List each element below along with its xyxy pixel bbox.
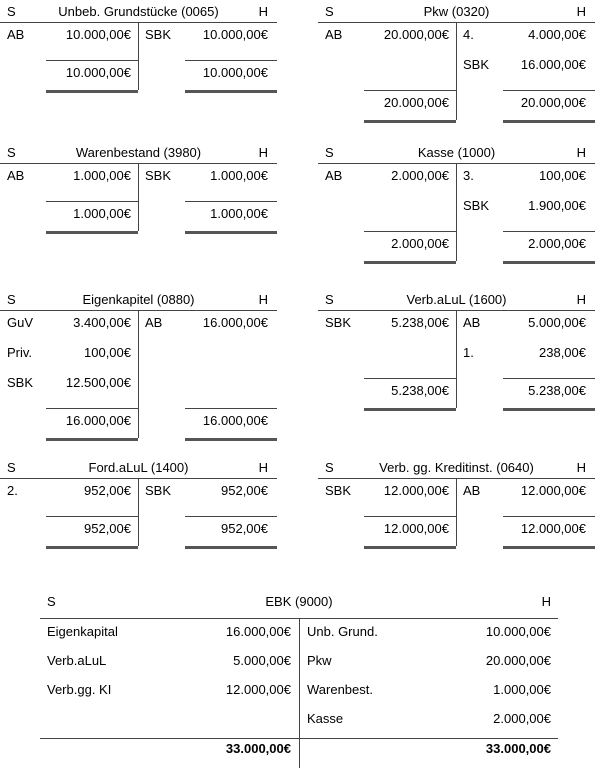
credit-sum-rule <box>503 516 595 517</box>
ebk-debit-amount: 12.000,00€ <box>225 682 291 697</box>
debit-total: 20.000,00€ <box>383 95 449 110</box>
credit-entry-amount: 5.000,00€ <box>528 315 586 330</box>
credit-final-rule <box>503 546 595 549</box>
credit-entry <box>0 479 277 499</box>
debit-total: 10.000,00€ <box>65 65 131 80</box>
credit-final-rule <box>503 408 595 411</box>
debit-sum-rule <box>364 378 456 379</box>
ebk-debit-label: Eigenkapital <box>47 624 118 639</box>
credit-entry-label: AB <box>463 315 481 330</box>
ebk-credit-amount: 2.000,00€ <box>493 711 551 726</box>
ebk-credit-amount: 1.000,00€ <box>493 682 551 697</box>
account-title: Verb.aLuL (1600) <box>406 292 507 307</box>
debit-entry-amount: 12.000,00€ <box>383 483 449 498</box>
credit-entry-label: AB <box>463 483 481 498</box>
credit-total: 1.000,00€ <box>210 206 268 221</box>
haben-label: H <box>576 4 586 19</box>
account-header <box>0 288 277 310</box>
credit-final-rule <box>185 546 277 549</box>
credit-final-rule <box>503 261 595 264</box>
ebk-credit-total: 33.000,00€ <box>485 741 551 756</box>
debit-final-rule <box>364 120 456 123</box>
ebk-credit-label: Warenbest. <box>307 682 373 697</box>
debit-entry-label: SBK <box>325 315 352 330</box>
credit-entry-amount: 16.000,00€ <box>202 315 268 330</box>
debit-total: 952,00€ <box>84 521 131 536</box>
account-header <box>0 141 277 163</box>
debit-sum-rule <box>364 231 456 232</box>
credit-entry-label: 4. <box>463 27 474 42</box>
account-header <box>318 141 595 163</box>
credit-entry <box>318 164 595 184</box>
debit-entry-amount: 3.400,00€ <box>73 315 131 330</box>
credit-sum-rule <box>185 201 277 202</box>
debit-entry-amount: 1.000,00€ <box>73 168 131 183</box>
credit-entry-label: AB <box>145 315 163 330</box>
credit-total: 20.000,00€ <box>520 95 586 110</box>
debit-final-rule <box>46 546 138 549</box>
debit-entry-label: AB <box>7 168 25 183</box>
ebk-debit-label: Verb.gg. KI <box>47 682 112 697</box>
haben-label: H <box>258 4 268 19</box>
credit-entry-label: SBK <box>463 57 490 72</box>
debit-entry-amount: 952,00€ <box>84 483 131 498</box>
ebk-credit-entry <box>40 620 558 640</box>
account-title: Kasse (1000) <box>417 145 496 160</box>
debit-final-rule <box>364 408 456 411</box>
debit-total: 16.000,00€ <box>65 413 131 428</box>
debit-final-rule <box>46 90 138 93</box>
credit-final-rule <box>503 120 595 123</box>
account-header <box>318 456 595 478</box>
ebk-debit-amount: 16.000,00€ <box>225 624 291 639</box>
soll-label: S <box>7 145 16 160</box>
debit-entry-label: AB <box>7 27 25 42</box>
soll-label: S <box>325 145 334 160</box>
debit-entry-label: Priv. <box>7 345 33 360</box>
debit-entry-amount: 5.238,00€ <box>391 315 449 330</box>
debit-entry-amount: 12.500,00€ <box>65 375 131 390</box>
soll-label: S <box>325 292 334 307</box>
haben-label: H <box>576 460 586 475</box>
account-title: Warenbestand (3980) <box>75 145 202 160</box>
credit-entry-amount: 16.000,00€ <box>520 57 586 72</box>
debit-entry <box>0 341 277 361</box>
credit-entry-amount: 4.000,00€ <box>528 27 586 42</box>
debit-sum-rule <box>364 516 456 517</box>
debit-final-rule <box>46 231 138 234</box>
debit-sum-rule <box>46 201 138 202</box>
debit-entry-label: AB <box>325 168 343 183</box>
credit-total: 5.238,00€ <box>528 383 586 398</box>
haben-label: H <box>258 145 268 160</box>
ebk-credit-label: Unb. Grund. <box>307 624 378 639</box>
ebk-debit-total: 33.000,00€ <box>225 741 291 756</box>
credit-entry-label: SBK <box>463 198 490 213</box>
haben-label: H <box>541 594 551 609</box>
ebk-credit-entry <box>40 707 558 727</box>
credit-entry-amount: 238,00€ <box>539 345 586 360</box>
credit-final-rule <box>185 231 277 234</box>
account-title: Eigenkapitel (0880) <box>82 292 195 307</box>
debit-total: 1.000,00€ <box>73 206 131 221</box>
credit-entry <box>318 311 595 331</box>
credit-entry-amount: 1.000,00€ <box>210 168 268 183</box>
soll-label: S <box>7 460 16 475</box>
credit-entry <box>318 23 595 43</box>
credit-entry-label: 3. <box>463 168 474 183</box>
soll-label: S <box>325 4 334 19</box>
credit-total: 10.000,00€ <box>202 65 268 80</box>
account-header <box>318 0 595 22</box>
credit-entry <box>318 53 595 73</box>
debit-entry-label: SBK <box>325 483 352 498</box>
debit-sum-rule <box>46 408 138 409</box>
haben-label: H <box>258 460 268 475</box>
account-header <box>0 0 277 22</box>
debit-sum-rule <box>46 516 138 517</box>
credit-entry-amount: 1.900,00€ <box>528 198 586 213</box>
debit-entry-amount: 100,00€ <box>84 345 131 360</box>
debit-total: 2.000,00€ <box>391 236 449 251</box>
haben-label: H <box>576 292 586 307</box>
ebk-debit-label: Verb.aLuL <box>47 653 107 668</box>
account-header <box>0 456 277 478</box>
credit-entry-label: SBK <box>145 483 172 498</box>
haben-label: H <box>576 145 586 160</box>
debit-final-rule <box>46 438 138 441</box>
credit-total: 2.000,00€ <box>528 236 586 251</box>
credit-entry <box>0 311 277 331</box>
ebk-header <box>40 589 558 618</box>
credit-entry <box>0 164 277 184</box>
debit-entry-label: AB <box>325 27 343 42</box>
debit-entry-amount: 20.000,00€ <box>383 27 449 42</box>
credit-total: 12.000,00€ <box>520 521 586 536</box>
debit-total: 5.238,00€ <box>391 383 449 398</box>
debit-sum-rule <box>364 90 456 91</box>
ebk-title: EBK (9000) <box>265 594 333 609</box>
debit-entry-amount: 10.000,00€ <box>65 27 131 42</box>
soll-label: S <box>7 4 16 19</box>
debit-entry-amount: 2.000,00€ <box>391 168 449 183</box>
debit-entry-label: 2. <box>7 483 18 498</box>
credit-entry <box>318 341 595 361</box>
ebk-credit-label: Kasse <box>307 711 344 726</box>
credit-total: 16.000,00€ <box>202 413 268 428</box>
ebk-sum-rule <box>40 738 558 739</box>
account-title: Verb. gg. Kreditinst. (0640) <box>379 460 534 475</box>
credit-entry-label: SBK <box>145 27 172 42</box>
account-title: Pkw (0320) <box>423 4 490 19</box>
ebk-credit-amount: 20.000,00€ <box>485 653 551 668</box>
credit-sum-rule <box>503 231 595 232</box>
debit-final-rule <box>364 261 456 264</box>
ebk-credit-amount: 10.000,00€ <box>485 624 551 639</box>
debit-entry <box>0 371 277 391</box>
ebk-debit-amount: 5.000,00€ <box>233 653 291 668</box>
credit-entry-amount: 100,00€ <box>539 168 586 183</box>
account-title: Ford.aLuL (1400) <box>88 460 189 475</box>
soll-label: S <box>325 460 334 475</box>
credit-entry-label: 1. <box>463 345 474 360</box>
account-title: Unbeb. Grundstücke (0065) <box>58 4 219 19</box>
soll-label: S <box>7 292 16 307</box>
soll-label: S <box>47 594 56 609</box>
credit-sum-rule <box>503 90 595 91</box>
credit-entry <box>318 479 595 499</box>
credit-entry-amount: 952,00€ <box>221 483 268 498</box>
ebk-credit-entry <box>40 649 558 669</box>
credit-entry <box>318 194 595 214</box>
haben-label: H <box>258 292 268 307</box>
credit-entry-amount: 12.000,00€ <box>520 483 586 498</box>
credit-final-rule <box>185 438 277 441</box>
debit-sum-rule <box>46 60 138 61</box>
credit-entry-label: SBK <box>145 168 172 183</box>
credit-sum-rule <box>185 60 277 61</box>
credit-total: 952,00€ <box>221 521 268 536</box>
debit-final-rule <box>364 546 456 549</box>
ebk-credit-label: Pkw <box>307 653 332 668</box>
credit-entry-amount: 10.000,00€ <box>202 27 268 42</box>
debit-total: 12.000,00€ <box>383 521 449 536</box>
debit-entry-label: SBK <box>7 375 34 390</box>
credit-final-rule <box>185 90 277 93</box>
credit-sum-rule <box>185 516 277 517</box>
credit-entry <box>0 23 277 43</box>
debit-entry-label: GuV <box>7 315 34 330</box>
account-header <box>318 288 595 310</box>
ebk-credit-entry <box>40 678 558 698</box>
credit-sum-rule <box>503 378 595 379</box>
credit-sum-rule <box>185 408 277 409</box>
